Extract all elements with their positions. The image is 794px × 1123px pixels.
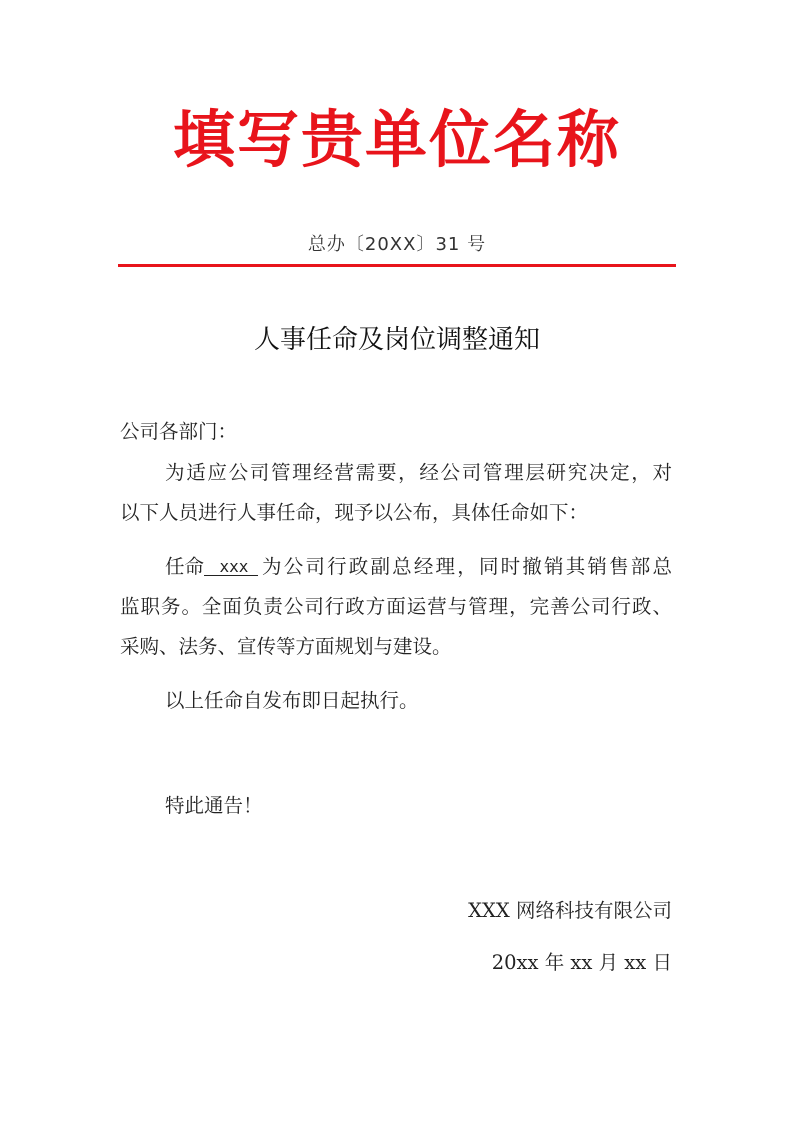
paragraph-line: 为公司行政副总经理，同时撤销其销售部总 xyxy=(262,555,672,578)
paragraph-line: 以上任命自发布即日起执行。 xyxy=(165,689,419,712)
signature-date: 20xx 年 xx 月 xx 日 xyxy=(491,951,672,974)
red-divider xyxy=(118,264,676,267)
organization-name: 填写贵单位名称 xyxy=(172,103,621,176)
appointee-name: xxx xyxy=(204,557,259,576)
paragraph-line: 监职务。全面负责公司行政方面运营与管理，完善公司行政、 xyxy=(120,595,672,618)
signature-company: XXX 网络科技有限公司 xyxy=(468,899,672,922)
document-number: 总办〔20XX〕31 号 xyxy=(307,234,487,255)
appointment-line xyxy=(165,553,672,581)
notice-title: 人事任命及岗位调整通知 xyxy=(253,325,540,355)
appointment-prefix: 任命 xyxy=(165,555,205,578)
paragraph-line: 采购、法务、宣传等方面规划与建设。 xyxy=(120,635,452,658)
paragraph-line: 以下人员进行人事任命，现予以公布，具体任命如下： xyxy=(120,501,589,524)
salutation: 公司各部门： xyxy=(120,420,238,443)
closing: 特此通告！ xyxy=(165,794,263,817)
paragraph-line: 为适应公司管理经营需要，经公司管理层研究决定，对 xyxy=(165,461,672,484)
